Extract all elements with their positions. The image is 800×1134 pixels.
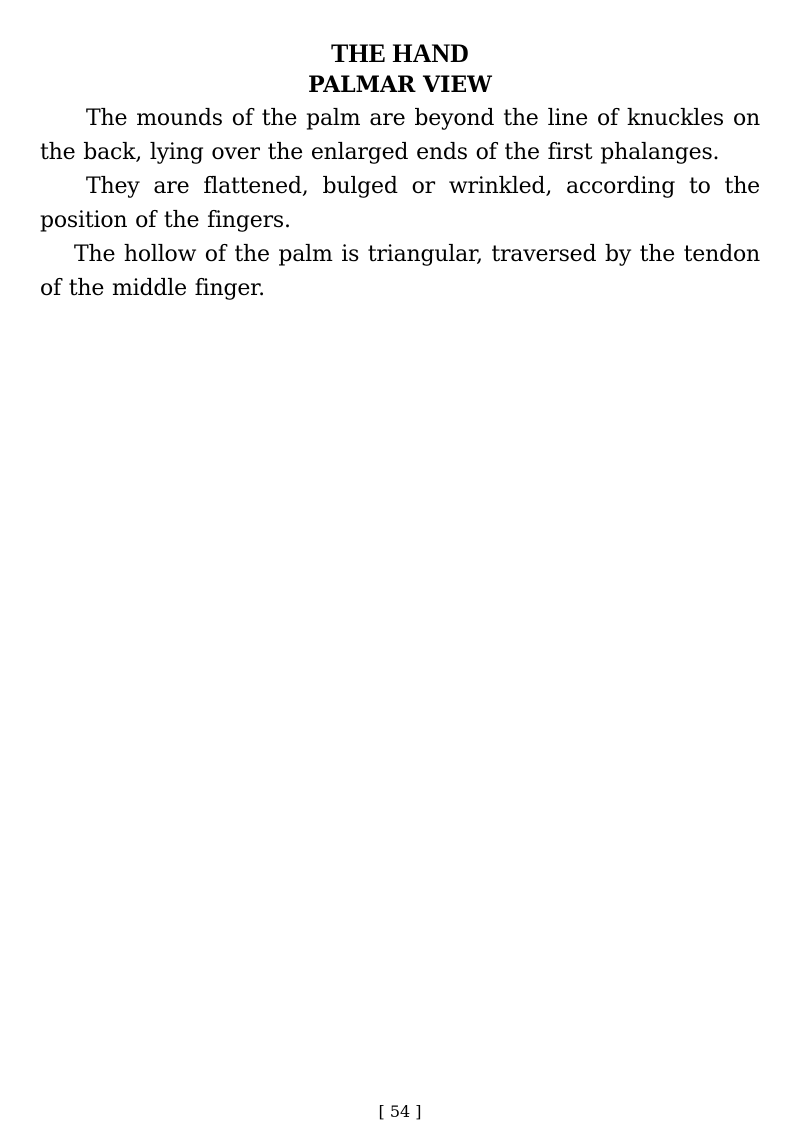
paragraph-hollow: The hollow of the palm is triangular, traversed by the tendon of the middle finger.	[40, 242, 760, 301]
page-title: THE HAND	[331, 39, 469, 68]
paragraph-mounds: The mounds of the palm are beyond the line of knuckles on the back, lying over the enlarged ends of the first phalanges.	[40, 106, 760, 165]
page-subtitle: PALMAR VIEW	[308, 72, 492, 98]
page-number: [ 54 ]	[378, 1102, 422, 1121]
paragraph-flattened: They are flattened, bulged or wrinkled, according to the position of the fingers.	[40, 174, 760, 233]
page-content	[40, 38, 760, 306]
